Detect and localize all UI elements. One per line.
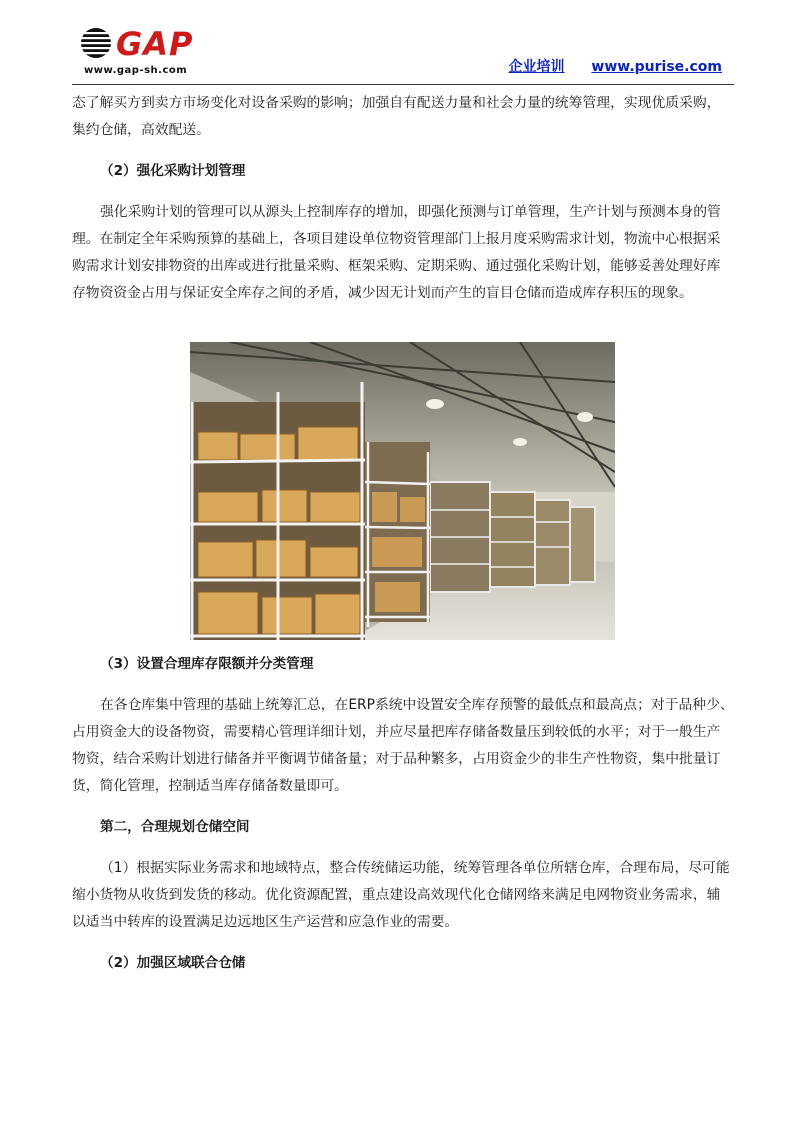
header-links <box>487 56 722 76</box>
paragraph-2: 强化采购计划的管理可以从源头上控制库存的增加，即强化预测与订单管理，生产计划与预测本身的管理。在制定全年采购预算的基础上，各项目建设单位物资管理部门上报月度采购需求计划，物流中心根据采购需求计划安排物资的出库或进行批量采购、框架采购、定期采购、通过强化采购计划，能够妥善处理好库存物资资金占用与保证安全库存之间的矛盾，减少因无计划而产生的盲目仓储而造成库存积压的现象。 <box>72 204 721 301</box>
header-divider <box>72 84 734 85</box>
paragraph-4: （1）根据实际业务需求和地域特点，整合传统储运功能，统筹管理各单位所辖仓库，合理布局，尽可能缩小货物从收货到发货的移动。优化资源配置，重点建设高效现代化仓储网络来满足电网物资业务需求，辅以适当中转库的设置满足边远地区生产运营和应急作业的需要。 <box>72 860 730 930</box>
heading-2: （2）强化采购计划管理 <box>100 163 246 179</box>
heading-3: （3）设置合理库存限额并分类管理 <box>100 656 314 672</box>
site-link[interactable]: www.purise.com <box>591 59 722 75</box>
paragraph-3: 在各仓库集中管理的基础上统筹汇总，在ERP系统中设置安全库存预警的最低点和最高点；对于品种少、占用资金大的设备物资，需要精心管理详细计划，并应尽量把库存储备数量压到较低的水平；对于一般生产物资，结合采购计划进行储备并平衡调节储备量；对于品种繁多，占用资金少的非生产性物资，集中批量订货，简化管理，控制适当库存储备数量即可。 <box>72 697 734 794</box>
training-link[interactable]: 企业培训 <box>508 59 565 75</box>
warehouse-photo <box>190 342 615 640</box>
page-header <box>0 0 794 90</box>
heading-second: 第二，合理规划仓储空间 <box>100 819 250 835</box>
paragraph-continued: 态了解买方到卖方市场变化对设备采购的影响；加强自有配送力量和社会力量的统筹管理，实现优质采购，集约仓储，高效配送。 <box>72 95 721 138</box>
logo-url: www.gap-sh.com <box>84 65 188 76</box>
gap-logo-icon <box>80 22 215 68</box>
heading-4: （2）加强区域联合仓储 <box>100 955 246 971</box>
logo-brand-text: GAP <box>116 25 194 63</box>
